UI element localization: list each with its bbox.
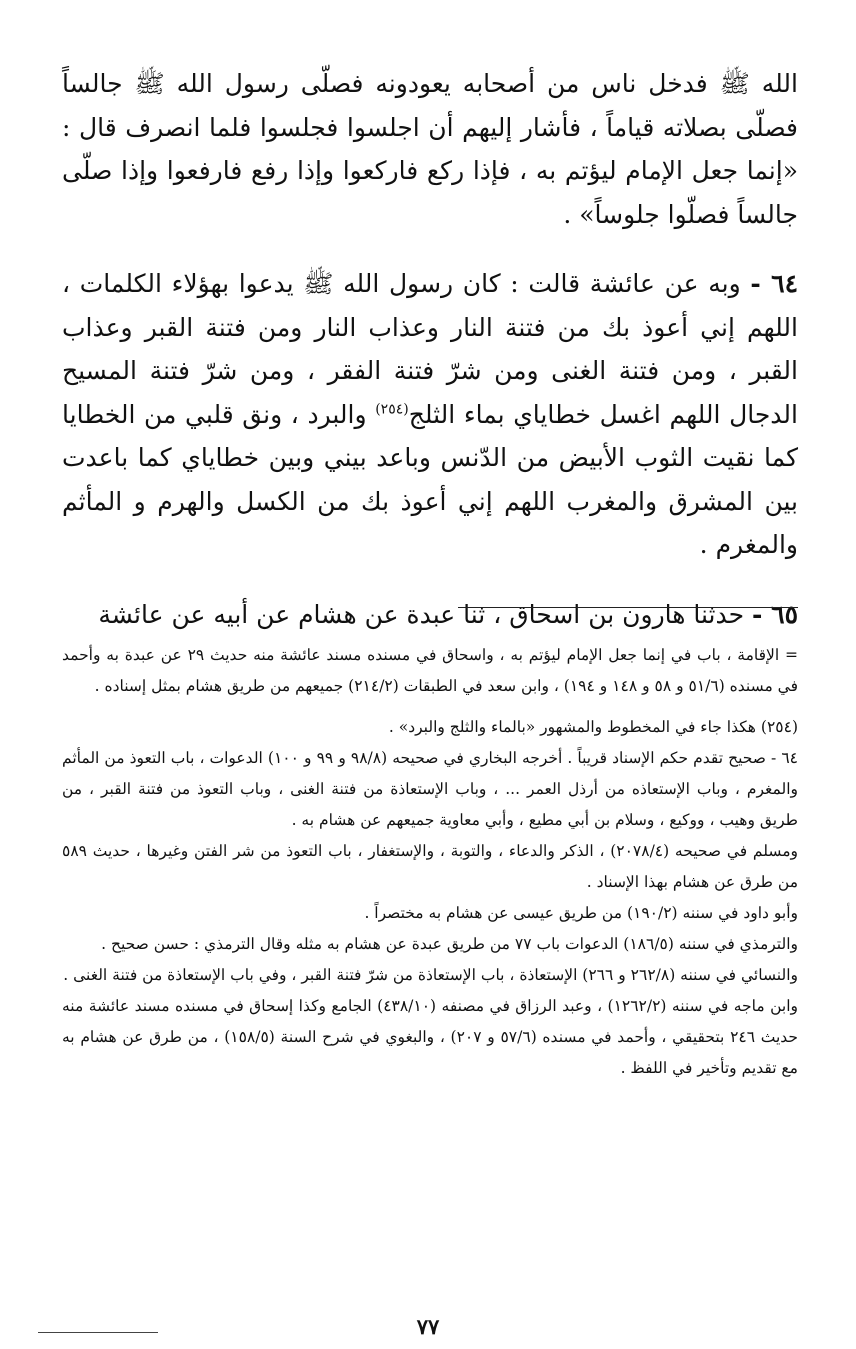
bottom-rule — [38, 1332, 158, 1333]
page-number: ٧٧ — [416, 1314, 440, 1339]
footnote: (٢٥٤) هكذا جاء في المخطوط والمشهور «بالماء والثلج والبرد» . — [388, 718, 798, 736]
hadith-text-part1: وبه عن عائشة قالت : كان رسول الله ﷺ يدعوا بهؤلاء الكلمات ، اللهم إني أعوذ بك من فتنة النار وعذاب النار ومن فتنة القبر وعذاب القبر ، ومن فتنة الغنى ومن شرّ فتنة الفقر ، ومن شرّ فتنة المسيح الدجال اللهم اغسل خطاياي بماء الثلج — [62, 269, 798, 429]
paragraph-continuation: الله ﷺ فدخل ناس من أصحابه يعودونه فصلّى رسول الله ﷺ جالساً فصلّى بصلاته قياماً ، فأشار إليهم أن اجلسوا فجلسوا فلما انصرف قال : «إنما جعل الإمام ليؤتم به ، فإذا ركع فاركعوا وإذا رفع فارفعوا وإذا صلّى جالساً فصلّوا جلوساً» . — [62, 69, 798, 229]
hadith-text: حدثنا هارون بن اسحاق ، ثنا عبدة عن هشام عن أبيه عن عائشة — [98, 599, 745, 629]
footnote: ومسلم في صحيحه (٢٠٧٨/٤) ، الذكر والدعاء ، والتوبة ، والإستغفار ، باب التعوذ من شر الفتن وغيرها ، حديث ٥٨٩ من طرق عن هشام بهذا الإسناد . — [62, 842, 798, 891]
footnote-ref: (٢٥٤) — [375, 401, 409, 418]
footnotes — [62, 640, 798, 1084]
footnote-divider — [458, 607, 798, 608]
hadith-text-part2: والبرد ، ونق قلبي من الخطايا كما نقيت الثوب الأبيض من الدّنس وباعد بيني وبين خطاياي كما باعدت بين المشرق والمغرب اللهم إني أعوذ بك من الكسل والهرم و المأثم والمغرم . — [62, 399, 798, 559]
hadith-number: ٦٤ - — [750, 269, 798, 298]
footnote: والنسائي في سننه (٢٦٢/٨ و ٢٦٦) الإستعاذة ، باب الإستعاذة من شرّ فتنة القبر ، وفي باب الإستعاذة من فتنة الغنى . — [63, 966, 798, 984]
hadith-64 — [62, 262, 798, 567]
footnote: ٦٤ - صحيح تقدم حكم الإسناد قريباً . أخرجه البخاري في صحيحه (٩٨/٨ و ٩٩ و ١٠٠) الدعوات ، باب التعوذ من المأثم والمغرم ، وباب الإستعاذه من أرذل العمر ... ، وباب الإستعاذة من فتنة الغنى ، وباب التعوذ من فتنة القبر ، من طريق وهيب ، ووكيع ، وسلام بن أبي مطيع ، وأبي معاوية جميعهم عن هشام به . — [62, 749, 799, 829]
footnote: والترمذي في سننه (١٨٦/٥) الدعوات باب ٧٧ من طريق عبدة عن هشام به مثله وقال الترمذي : حسن صحيح . — [101, 935, 798, 953]
footnote: = الإقامة ، باب في إنما جعل الإمام ليؤتم به ، واسحاق في مسنده مسند عائشة منه حديث ٢٩ عن عبدة به وأحمد في مسنده (٥١/٦ و ٥٨ و ١٤٨ و ١٩٤) ، وابن سعد في الطبقات (٢١٤/٢) جميعهم من طريق هشام بمثل إسناده . — [62, 646, 798, 695]
hadith-65 — [62, 593, 798, 637]
main-text — [62, 62, 798, 636]
footnote: وأبو داود في سننه (١٩٠/٢) من طريق عيسى عن هشام به مختصراً . — [364, 904, 798, 922]
footnote: وابن ماجه في سننه (١٢٦٢/٢) ، وعبد الرزاق في مصنفه (٤٣٨/١٠) الجامع وكذا إسحاق في مسنده مسند عائشة منه حديث ٢٤٦ بتحقيقي ، وأحمد في مسنده (٥٧/٦ و ٢٠٧) ، والبغوي في شرح السنة (١٥٨/٥) ، من طرق عن هشام به مع تقديم وتأخير في اللفظ . — [62, 997, 799, 1077]
hadith-number: ٦٥ - — [752, 599, 798, 629]
